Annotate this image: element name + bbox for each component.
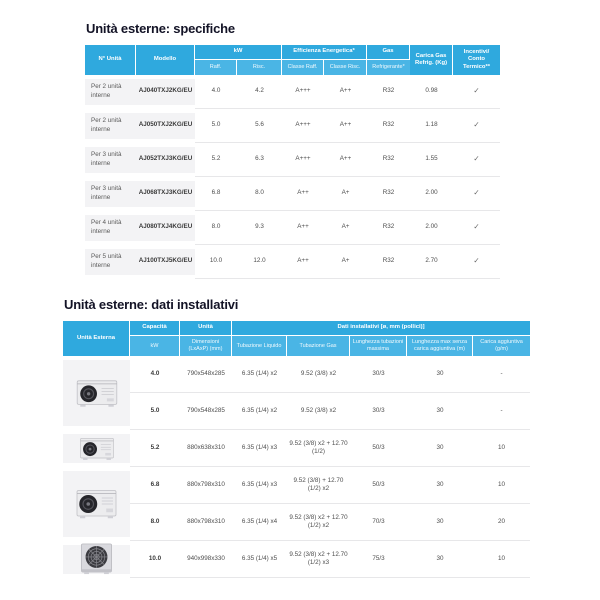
cell-n-unita: Per 4 unità interne <box>85 211 136 245</box>
table-row <box>63 541 530 578</box>
cell-lunghezza-max: 30 <box>407 356 473 393</box>
cell-raff: 5.0 <box>195 109 237 143</box>
cell-modello: AJ050TXJ2KG/EU <box>136 109 195 143</box>
cell-raff: 10.0 <box>195 245 237 279</box>
table-row <box>85 143 500 177</box>
outdoor-unit-photo <box>63 356 130 430</box>
subheader-refrigerante: Refrigerante* <box>367 60 410 75</box>
cell-gas: R32 <box>367 109 410 143</box>
subheader-dimensioni: Dimensioni (LxAxP) (mm) <box>180 336 232 356</box>
cell-tub-liquido: 6.35 (1/4) x3 <box>232 430 287 467</box>
cell-lunghezza-max: 30 <box>407 393 473 430</box>
subheader-kw: kW <box>130 336 180 356</box>
cell-raff: 6.8 <box>195 177 237 211</box>
header-unita-group: Unità <box>180 321 232 336</box>
cell-risc: 8.0 <box>237 177 282 211</box>
cell-tub-gas: 9.52 (3/8) x2 + 12.70 (1/2) <box>287 430 350 467</box>
cell-tub-gas: 9.52 (3/8) x2 + 12.70 (1/2) x3 <box>287 541 350 578</box>
section-specifiche <box>85 21 500 279</box>
cell-classe-raff: A+++ <box>282 75 324 109</box>
spec-table-header <box>85 45 500 75</box>
subheader-lunghezza-max: Lunghezza max senza carica aggiuntiva (m) <box>407 336 473 356</box>
cell-carica-agg: - <box>473 356 530 393</box>
subheader-classe-risc: Classe Risc. <box>324 60 367 75</box>
cell-classe-risc: A++ <box>324 143 367 177</box>
subheader-raff: Raff. <box>195 60 237 75</box>
cell-classe-raff: A++ <box>282 245 324 279</box>
cell-capacita: 5.2 <box>130 430 180 467</box>
cell-n-unita: Per 3 unità interne <box>85 143 136 177</box>
cell-dimensioni: 940x998x330 <box>180 541 232 578</box>
cell-dimensioni: 790x548x285 <box>180 356 232 393</box>
cell-modello: AJ052TXJ3KG/EU <box>136 143 195 177</box>
cell-classe-risc: A++ <box>324 75 367 109</box>
table-row <box>85 245 500 279</box>
table-row <box>85 75 500 109</box>
cell-capacita: 8.0 <box>130 504 180 541</box>
cell-classe-raff: A+++ <box>282 143 324 177</box>
cell-tub-liquido: 6.35 (1/4) x5 <box>232 541 287 578</box>
outdoor-unit-image <box>78 541 115 577</box>
cell-risc: 4.2 <box>237 75 282 109</box>
cell-modello: AJ040TXJ2KG/EU <box>136 75 195 109</box>
table-row <box>85 177 500 211</box>
fan-icon <box>79 495 97 513</box>
cell-tub-liquido: 6.35 (1/4) x2 <box>232 393 287 430</box>
header-incentivi: Incentivi/ Conto Termico** <box>453 45 500 75</box>
cell-capacita: 4.0 <box>130 356 180 393</box>
subheader-lunghezza: Lunghezza tubazioni massima <box>350 336 407 356</box>
cell-tub-liquido: 6.35 (1/4) x3 <box>232 467 287 504</box>
cell-capacita: 5.0 <box>130 393 180 430</box>
cell-gas: R32 <box>367 75 410 109</box>
cell-carica-agg: 10 <box>473 541 530 578</box>
cell-n-unita: Per 5 unità interne <box>85 245 136 279</box>
subheader-tub-liquido: Tubazione Liquido <box>232 336 287 356</box>
cell-carica-agg: - <box>473 393 530 430</box>
cell-lunghezza: 70/3 <box>350 504 407 541</box>
cell-carica-agg: 10 <box>473 430 530 467</box>
section2-title: Unità esterne: dati installativi <box>64 297 239 312</box>
cell-classe-risc: A+ <box>324 245 367 279</box>
cell-lunghezza: 30/3 <box>350 393 407 430</box>
cell-carica: 0.98 <box>410 75 453 109</box>
header-dati-group: Dati installativi [ø, mm (pollici)] <box>232 321 530 336</box>
cell-dimensioni: 880x638x310 <box>180 430 232 467</box>
outdoor-unit-image <box>74 487 119 521</box>
section-dati-installativi <box>63 297 530 578</box>
checkmark-icon: ✓ <box>453 143 500 177</box>
outdoor-unit-photo <box>63 467 130 541</box>
install-table <box>63 321 530 578</box>
header-gas-group: Gas <box>367 45 410 60</box>
fan-icon <box>83 442 97 456</box>
outdoor-unit-image <box>78 435 116 462</box>
header-unita-esterna: Unità Esterna <box>63 321 130 356</box>
subheader-carica-agg: Carica aggiuntiva (g/m) <box>473 336 530 356</box>
table-row <box>85 211 500 245</box>
cell-n-unita: Per 2 unità interne <box>85 75 136 109</box>
cell-classe-risc: A++ <box>324 109 367 143</box>
cell-tub-gas: 9.52 (3/8) x2 <box>287 356 350 393</box>
cell-tub-liquido: 6.35 (1/4) x4 <box>232 504 287 541</box>
cell-carica: 1.55 <box>410 143 453 177</box>
cell-risc: 6.3 <box>237 143 282 177</box>
cell-classe-raff: A+++ <box>282 109 324 143</box>
cell-classe-risc: A+ <box>324 177 367 211</box>
checkmark-icon: ✓ <box>453 245 500 279</box>
cell-carica: 2.00 <box>410 211 453 245</box>
cell-gas: R32 <box>367 143 410 177</box>
cell-carica: 1.18 <box>410 109 453 143</box>
cell-raff: 8.0 <box>195 211 237 245</box>
cell-risc: 9.3 <box>237 211 282 245</box>
cell-classe-raff: A++ <box>282 211 324 245</box>
section1-title: Unità esterne: specifiche <box>86 21 235 36</box>
cell-modello: AJ068TXJ3KG/EU <box>136 177 195 211</box>
spec-table <box>85 45 500 279</box>
subheader-classe-raff: Classe Raff. <box>282 60 324 75</box>
table-row <box>63 356 530 393</box>
cell-lunghezza-max: 30 <box>407 504 473 541</box>
table-row <box>63 467 530 504</box>
cell-classe-raff: A++ <box>282 177 324 211</box>
cell-lunghezza: 30/3 <box>350 356 407 393</box>
cell-dimensioni: 880x798x310 <box>180 467 232 504</box>
cell-capacita: 10.0 <box>130 541 180 578</box>
cell-tub-gas: 9.52 (3/8) x2 <box>287 393 350 430</box>
cell-lunghezza: 50/3 <box>350 430 407 467</box>
cell-risc: 12.0 <box>237 245 282 279</box>
cell-classe-risc: A+ <box>324 211 367 245</box>
outdoor-unit-photo <box>63 430 130 467</box>
cell-gas: R32 <box>367 211 410 245</box>
header-carica: Carica Gas Refrig. (Kg) <box>410 45 453 75</box>
cell-modello: AJ080TXJ4KG/EU <box>136 211 195 245</box>
cell-gas: R32 <box>367 177 410 211</box>
cell-tub-gas: 9.52 (3/8) + 12.70 (1/2) x2 <box>287 467 350 504</box>
table-row <box>63 393 530 430</box>
cell-n-unita: Per 2 unità interne <box>85 109 136 143</box>
outdoor-unit-image <box>74 377 120 409</box>
install-table-header <box>63 321 530 356</box>
subheader-tub-gas: Tubazione Gas <box>287 336 350 356</box>
cell-capacita: 6.8 <box>130 467 180 504</box>
cell-raff: 4.0 <box>195 75 237 109</box>
cell-dimensioni: 880x798x310 <box>180 504 232 541</box>
cell-modello: AJ100TXJ5KG/EU <box>136 245 195 279</box>
checkmark-icon: ✓ <box>453 109 500 143</box>
cell-lunghezza: 50/3 <box>350 467 407 504</box>
cell-gas: R32 <box>367 245 410 279</box>
cell-risc: 5.6 <box>237 109 282 143</box>
fan-icon <box>80 385 97 402</box>
table-row <box>63 504 530 541</box>
fan-grille-icon <box>86 546 108 568</box>
checkmark-icon: ✓ <box>453 177 500 211</box>
cell-dimensioni: 790x548x285 <box>180 393 232 430</box>
header-efficienza-group: Efficienza Energetica* <box>282 45 367 60</box>
cell-carica: 2.00 <box>410 177 453 211</box>
table-row <box>85 109 500 143</box>
header-n-unita: N° Unità <box>85 45 136 75</box>
table-row <box>63 430 530 467</box>
cell-carica-agg: 10 <box>473 467 530 504</box>
cell-lunghezza-max: 30 <box>407 467 473 504</box>
cell-carica: 2.70 <box>410 245 453 279</box>
header-capacita-group: Capacità <box>130 321 180 336</box>
checkmark-icon: ✓ <box>453 211 500 245</box>
cell-lunghezza: 75/3 <box>350 541 407 578</box>
header-kw-group: kW <box>195 45 282 60</box>
cell-tub-gas: 9.52 (3/8) x2 + 12.70 (1/2) x2 <box>287 504 350 541</box>
outdoor-unit-photo <box>63 541 130 578</box>
checkmark-icon: ✓ <box>453 75 500 109</box>
cell-lunghezza-max: 30 <box>407 541 473 578</box>
cell-carica-agg: 20 <box>473 504 530 541</box>
cell-tub-liquido: 6.35 (1/4) x2 <box>232 356 287 393</box>
cell-raff: 5.2 <box>195 143 237 177</box>
subheader-risc: Risc. <box>237 60 282 75</box>
header-modello: Modello <box>136 45 195 75</box>
cell-n-unita: Per 3 unità interne <box>85 177 136 211</box>
cell-lunghezza-max: 30 <box>407 430 473 467</box>
